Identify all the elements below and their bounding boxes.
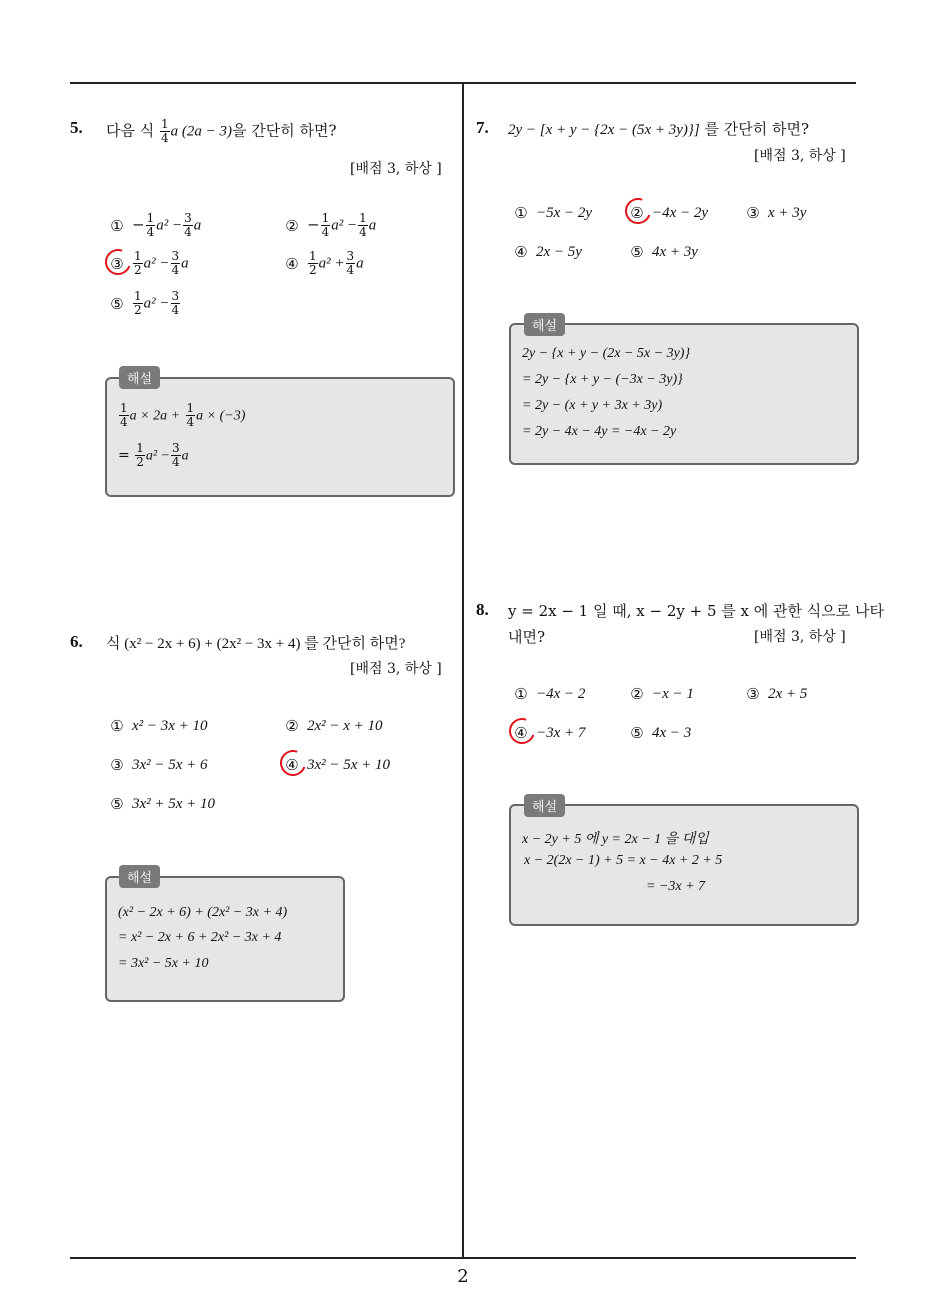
answer-mark: ② (630, 204, 644, 222)
solution-line: 2y − {x + y − (2x − 5x − 3y)} (522, 346, 691, 361)
solution-line: $\frac{1}{4}$ a × 2a + $\frac{1}{4}$ a × (−3) (120, 401, 246, 429)
question-stem: 다음 식 $\frac{1}{4}$ a (2a − 3)을 간단히 하면? (106, 117, 337, 145)
score-info: [배점 3, 하상 ] (350, 661, 442, 677)
solution-tag: 해설 (524, 794, 565, 817)
question-stem: 2y − [x + y − {2x − (5x + 3y)}] 를 간단히 하면? (508, 120, 810, 138)
solution-line: = $\frac{1}{2}$ a² − $\frac{3}{4}$ a (118, 441, 189, 469)
option-3[interactable]: ③ x + 3y (746, 204, 807, 222)
option-4[interactable]: ④ 3x² − 5x + 10 (285, 756, 391, 774)
answer-mark: ③ (110, 254, 124, 273)
option-3[interactable]: ③ $\frac{1}{2}$ a² − $\frac{3}{4}$ a (110, 249, 189, 277)
option-2[interactable]: ② − $\frac{1}{4}$ a² − $\frac{1}{4}$ a (285, 211, 377, 239)
option-3[interactable]: ③ 2x + 5 (746, 685, 808, 703)
solution-line: x − 2(2x − 1) + 5 = x − 4x + 2 + 5 (524, 853, 723, 868)
option-1[interactable]: ① − $\frac{1}{4}$ a² − $\frac{3}{4}$ a (110, 211, 202, 239)
page-number: 2 (457, 1266, 469, 1287)
option-3[interactable]: ③ 3x² − 5x + 6 (110, 756, 208, 774)
question-number: 8. (476, 600, 489, 619)
question-number: 5. (70, 118, 83, 137)
solution-box (509, 323, 859, 465)
score-info: [배점 3, 하상 ] (754, 629, 846, 645)
bottom-rule (70, 1257, 856, 1259)
solution-line: = x² − 2x + 6 + 2x² − 3x + 4 (118, 930, 282, 945)
question-stem: 식 (x² − 2x + 6) + (2x² − 3x + 4) 를 간단히 하면? (106, 636, 406, 652)
option-5[interactable]: ⑤ 4x − 3 (630, 724, 692, 742)
answer-mark: ④ (285, 756, 299, 774)
question-number: 7. (476, 118, 489, 137)
score-info: [배점 3, 하상 ] (350, 161, 442, 177)
solution-line: (x² − 2x + 6) + (2x² − 3x + 4) (118, 905, 288, 920)
solution-line: = 2y − {x + y − (−3x − 3y)} (522, 372, 683, 387)
solution-tag: 해설 (119, 865, 160, 888)
option-1[interactable]: ① −5x − 2y (514, 204, 593, 222)
question-stem: y = 2x − 1 일 때, x − 2y + 5 를 x 에 관한 식으로 나타 (508, 602, 884, 620)
solution-line: x − 2y + 5 에 y = 2x − 1 을 대입 (522, 832, 709, 847)
solution-tag: 해설 (524, 313, 565, 336)
question-stem-cont: 내면? (508, 628, 546, 646)
column-divider (462, 84, 464, 1258)
option-2[interactable]: ② −4x − 2y (630, 204, 709, 222)
option-5[interactable]: ⑤ 3x² + 5x + 10 (110, 795, 216, 813)
option-4[interactable]: ④ 2x − 5y (514, 243, 582, 261)
option-1[interactable]: ① x² − 3x + 10 (110, 717, 208, 735)
solution-tag: 해설 (119, 366, 160, 389)
option-1[interactable]: ① −4x − 2 (514, 685, 586, 703)
solution-box (105, 377, 455, 497)
option-4[interactable]: ④ −3x + 7 (514, 724, 586, 742)
question-number: 6. (70, 632, 83, 651)
solution-line: = 3x² − 5x + 10 (118, 956, 209, 971)
option-2[interactable]: ② 2x² − x + 10 (285, 717, 383, 735)
answer-mark: ④ (514, 724, 528, 742)
solution-line: = 2y − 4x − 4y = −4x − 2y (522, 424, 677, 439)
option-5[interactable]: ⑤ $\frac{1}{2}$ a² − $\frac{3}{4}$ (110, 289, 180, 317)
solution-line: = 2y − (x + y + 3x + 3y) (522, 398, 663, 413)
option-4[interactable]: ④ $\frac{1}{2}$ a² + $\frac{3}{4}$ a (285, 249, 364, 277)
score-info: [배점 3, 하상 ] (754, 148, 846, 164)
option-2[interactable]: ② −x − 1 (630, 685, 694, 703)
solution-line: = −3x + 7 (646, 879, 706, 894)
option-5[interactable]: ⑤ 4x + 3y (630, 243, 698, 261)
